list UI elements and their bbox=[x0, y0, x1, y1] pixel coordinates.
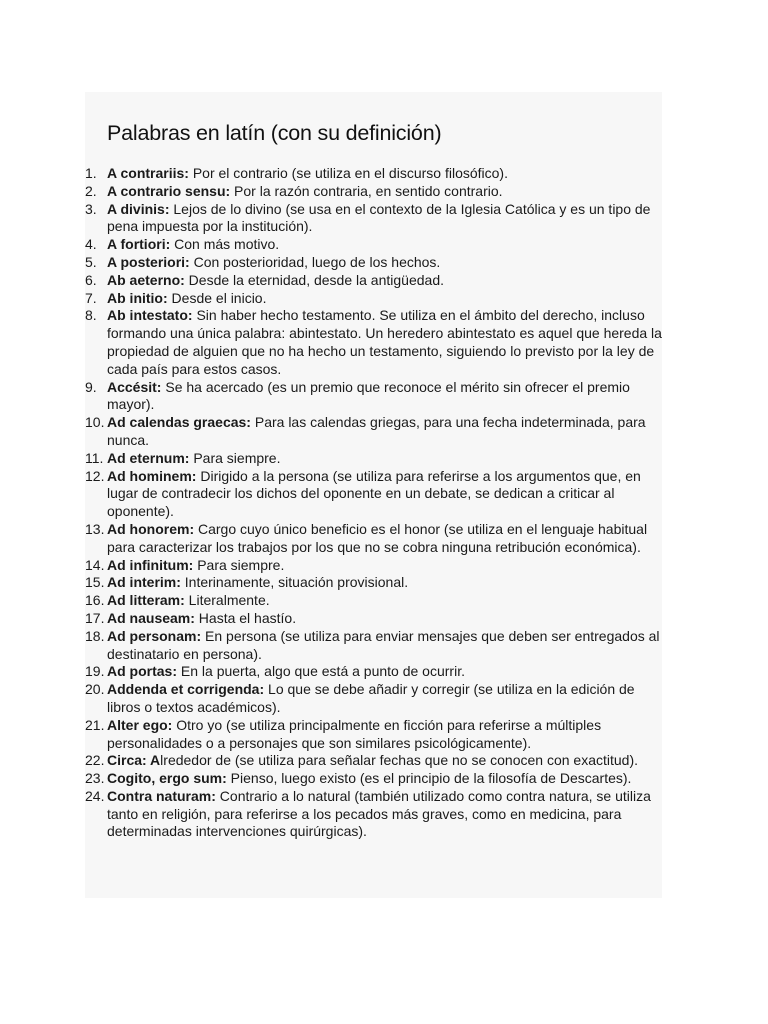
item-number: 6. bbox=[85, 271, 97, 288]
item-number: 21. bbox=[85, 716, 105, 733]
item-number: 13. bbox=[85, 520, 105, 537]
item-definition: Pienso, luego existo (es el principio de la filosofía de Descartes). bbox=[226, 770, 632, 787]
item-definition: Con más motivo. bbox=[170, 236, 280, 253]
item-term: Ad personam: bbox=[107, 627, 202, 644]
item-definition: Interinamente, situación provisional. bbox=[180, 574, 409, 591]
item-definition: Lo que se debe añadir y corregir (se utiliza en la edición de libros o textos académicos). bbox=[107, 681, 635, 715]
item-term: A contrariis: bbox=[107, 165, 189, 181]
item-definition: Lejos de lo divino (se usa en el contexto de la Iglesia Católica y es un tipo de pena impuesta por la institución). bbox=[107, 200, 651, 235]
item-definition: Dirigido a la persona (se utiliza para referirse a los argumentos que, en lugar de contradecir los dichos del oponente en un debate, se dedican a criticar al oponente). bbox=[107, 467, 641, 520]
item-definition: Para las calendas griegas, para una fecha indeterminada, para nunca. bbox=[107, 414, 646, 448]
item-term: Ad honorem: bbox=[107, 520, 195, 537]
item-definition: Se ha acercado (es un premio que reconoce el mérito sin ofrecer el premio mayor). bbox=[107, 378, 630, 413]
item-number: 16. bbox=[85, 592, 105, 609]
list-item bbox=[85, 272, 665, 290]
item-number: 17. bbox=[85, 609, 105, 626]
list-item bbox=[85, 610, 665, 628]
item-number: 20. bbox=[85, 681, 105, 698]
list-item bbox=[85, 183, 665, 201]
item-term: A fortiori: bbox=[107, 236, 171, 253]
list-item bbox=[85, 307, 665, 378]
item-term: Ad hominem: bbox=[107, 467, 197, 484]
item-term: Ad nauseam: bbox=[107, 609, 195, 626]
item-number: 18. bbox=[85, 627, 105, 644]
item-number: 3. bbox=[85, 200, 97, 217]
list-item bbox=[85, 592, 665, 610]
list-item bbox=[85, 379, 665, 415]
item-definition: Cargo cuyo único beneficio es el honor (se utiliza en el lenguaje habitual para caracterizar los trabajos por los que no se cobra ninguna retribución económica). bbox=[107, 520, 648, 555]
list-item bbox=[85, 414, 665, 450]
item-term: Ad eternum: bbox=[107, 449, 190, 466]
list-item bbox=[85, 521, 665, 557]
item-term: Circa: A bbox=[107, 752, 161, 769]
item-definition: Otro yo (se utiliza principalmente en ficción para referirse a múltiples personalidades o a personajes que son similares psicológicamente). bbox=[107, 716, 602, 751]
item-definition: En la puerta, algo que está a punto de ocurrir. bbox=[177, 663, 465, 680]
item-term: Ad calendas graecas: bbox=[107, 414, 251, 431]
list-item bbox=[85, 574, 665, 592]
list-item bbox=[85, 468, 665, 521]
item-number: 5. bbox=[85, 253, 97, 270]
list-item bbox=[85, 201, 665, 237]
latin-terms-list bbox=[85, 165, 665, 841]
item-definition: Por la razón contraria, en sentido contrario. bbox=[230, 182, 503, 199]
list-item bbox=[85, 450, 665, 468]
item-definition: lrededor de (se utiliza para señalar fechas que no se conocen con exactitud). bbox=[160, 752, 639, 769]
list-item bbox=[85, 557, 665, 575]
item-definition: Con posterioridad, luego de los hechos. bbox=[189, 253, 441, 270]
item-definition: Literalmente. bbox=[184, 592, 270, 609]
item-definition: Desde la eternidad, desde la antigüedad. bbox=[184, 271, 444, 288]
item-term: Cogito, ergo sum: bbox=[107, 770, 227, 787]
list-item bbox=[85, 788, 665, 841]
item-definition: Desde el inicio. bbox=[167, 289, 267, 306]
item-number: 14. bbox=[85, 556, 105, 573]
item-term: Ab aeterno: bbox=[107, 271, 185, 288]
item-term: Ab initio: bbox=[107, 289, 168, 306]
item-number: 8. bbox=[85, 307, 97, 324]
item-definition: Para siempre. bbox=[189, 449, 281, 466]
list-item bbox=[85, 236, 665, 254]
item-number: 23. bbox=[85, 770, 105, 787]
item-number: 24. bbox=[85, 787, 105, 804]
item-number: 7. bbox=[85, 289, 97, 306]
item-term: Contra naturam: bbox=[107, 787, 216, 804]
item-number: 22. bbox=[85, 752, 105, 769]
item-term: Accésit: bbox=[107, 378, 162, 395]
item-number: 10. bbox=[85, 414, 105, 431]
list-item bbox=[85, 770, 665, 788]
item-definition: Por el contrario (se utiliza en el discurso filosófico). bbox=[188, 165, 508, 181]
list-item bbox=[85, 663, 665, 681]
item-definition: En persona (se utiliza para enviar mensajes que deben ser entregados al destinatario en persona). bbox=[107, 627, 660, 662]
item-term: Ad interim: bbox=[107, 574, 181, 591]
item-definition: Hasta el hastío. bbox=[194, 609, 297, 626]
item-term: Ad portas: bbox=[107, 663, 177, 680]
item-term: Ad infinitum: bbox=[107, 556, 194, 573]
item-definition: Sin haber hecho testamento. Se utiliza en el ámbito del derecho, incluso formando una única palabra: abintestato. Un heredero abintestato es aquel que hereda la propiedad de alguien que no ha hecho un testamento, siguiendo lo previsto por la ley de cada país para estos casos. bbox=[107, 307, 662, 377]
list-item bbox=[85, 165, 665, 183]
item-term: Ad litteram: bbox=[107, 592, 185, 609]
item-term: A contrario sensu: bbox=[107, 182, 231, 199]
item-term: Ab intestato: bbox=[107, 307, 193, 324]
item-term: Addenda et corrigenda: bbox=[107, 681, 265, 698]
item-definition: Para siempre. bbox=[193, 556, 285, 573]
item-number: 2. bbox=[85, 182, 97, 199]
list-item bbox=[85, 254, 665, 272]
item-term: A posteriori: bbox=[107, 253, 190, 270]
item-number: 15. bbox=[85, 574, 105, 591]
item-term: Alter ego: bbox=[107, 716, 173, 733]
item-number: 11. bbox=[85, 449, 104, 466]
list-item bbox=[85, 681, 665, 717]
item-number: 4. bbox=[85, 236, 97, 253]
list-item bbox=[85, 717, 665, 753]
item-number: 9. bbox=[85, 378, 97, 395]
item-term: A divinis: bbox=[107, 200, 170, 217]
list-item bbox=[85, 752, 665, 770]
item-number: 12. bbox=[85, 467, 105, 484]
item-definition: Contrario a lo natural (también utilizado como contra natura, se utiliza tanto en religión, para referirse a los pecados más graves, como en medicina, para determinadas intervenciones quirúrgicas). bbox=[107, 787, 651, 840]
list-item bbox=[85, 290, 665, 308]
list-item bbox=[85, 628, 665, 664]
item-number: 19. bbox=[85, 663, 105, 680]
document-title: Palabras en latín (con su definición) bbox=[107, 121, 442, 145]
item-number: 1. bbox=[85, 165, 97, 181]
